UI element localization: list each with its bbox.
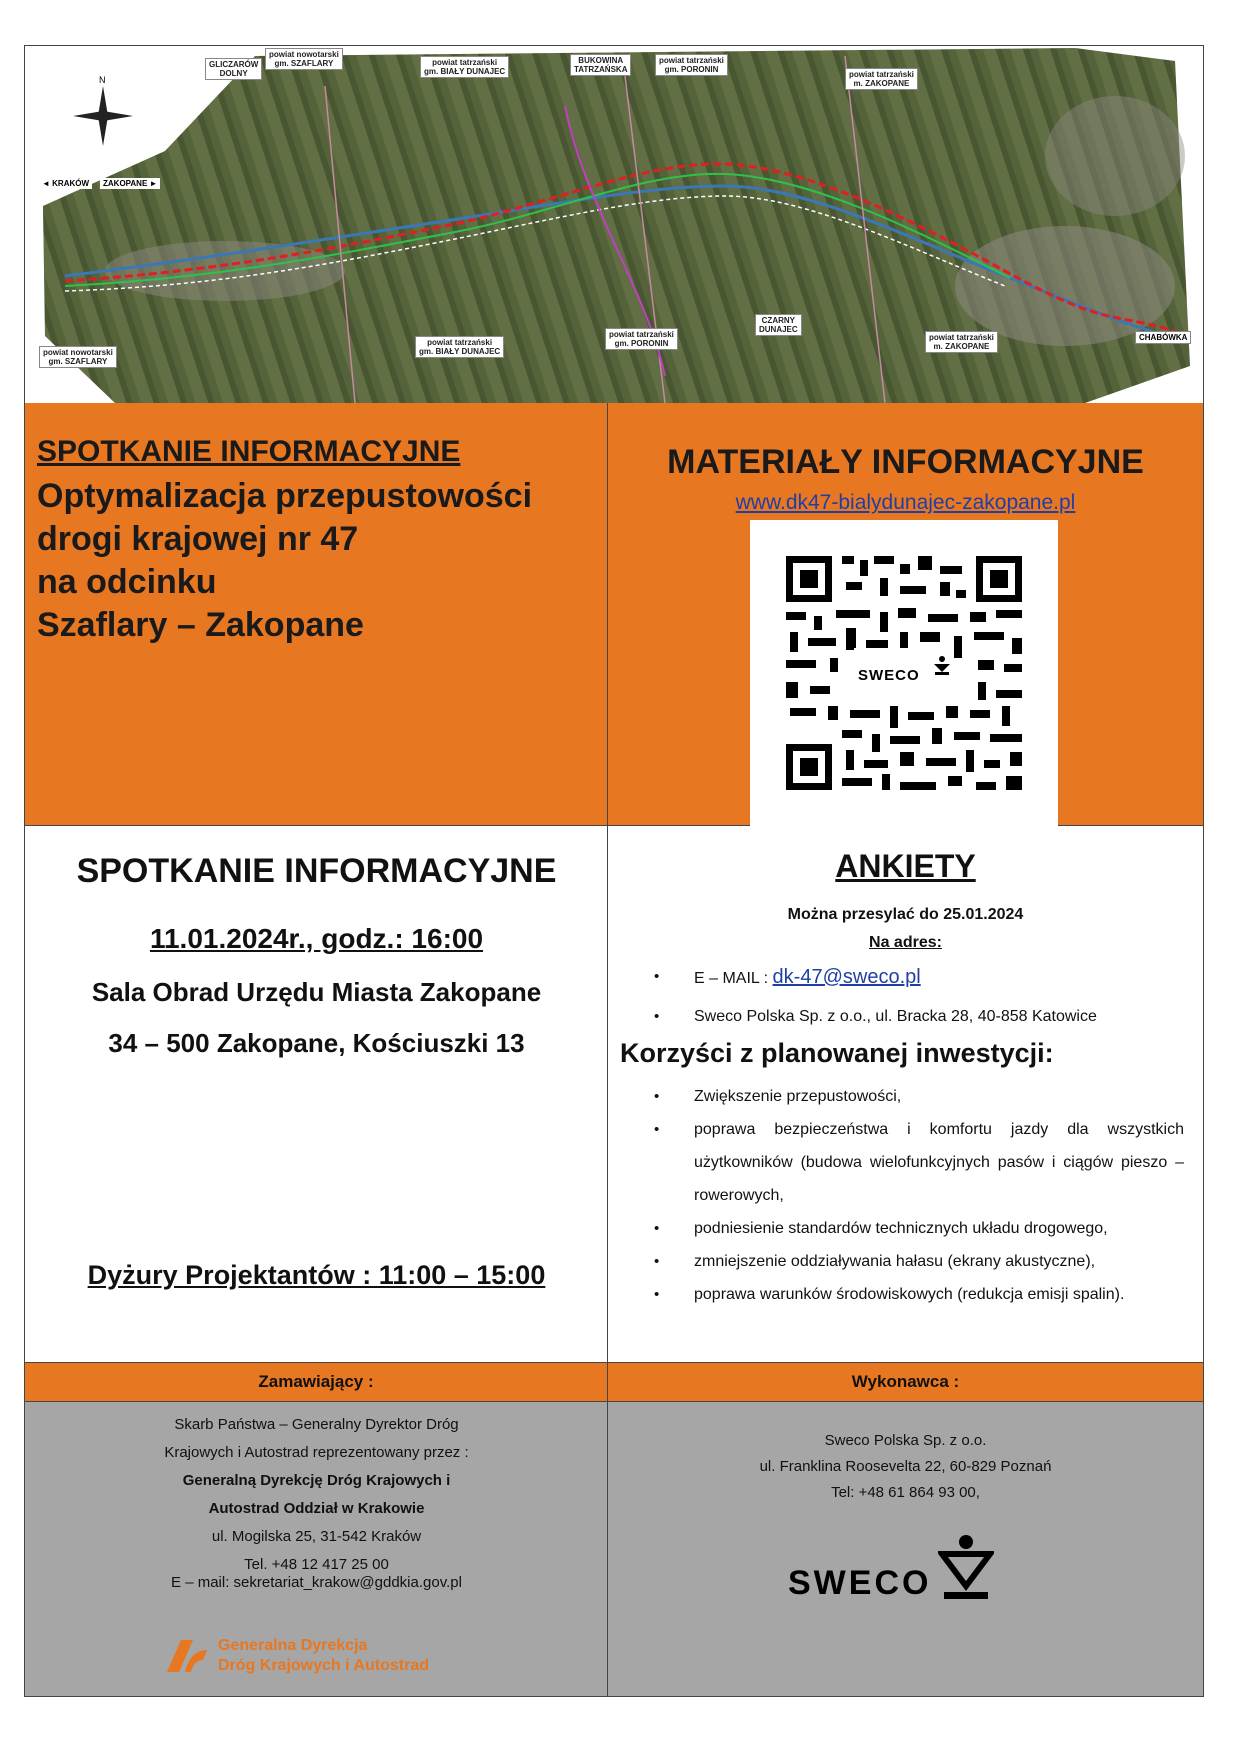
client-info [25, 1402, 608, 1696]
meeting-date: 11.01.2024r., godz.: 16:00 [149, 923, 484, 954]
map-label-czarny-dunajec: CZARNY DUNAJEC [755, 314, 802, 336]
list-item: • Sweco Polska Sp. z o.o., ul. Bracka 28, 40-858 Katowice [654, 998, 1184, 1036]
client-email: E – mail: sekretariat_krakow@gddkia.gov.pl [171, 1574, 462, 1591]
map-dir-krakow: ◄ KRAKÓW [39, 178, 92, 189]
sweco-logo-icon [938, 1534, 994, 1604]
surveys-heading: ANKIETY [835, 848, 976, 884]
client-line: Krajowych i Autostrad reprezentowany przez : [164, 1444, 469, 1461]
contractor-info [608, 1402, 1203, 1696]
surveys-benefits-panel [608, 826, 1203, 1363]
meeting-title-panel [25, 403, 608, 826]
meeting-address: 34 – 500 Zakopane, Kościuszki 13 [108, 1028, 525, 1058]
client-name-line: Autostrad Oddział w Krakowie [208, 1500, 425, 1517]
surveys-contact-list [654, 958, 1184, 1036]
sweco-logo [788, 1534, 1018, 1604]
meeting-details-panel [25, 826, 608, 1363]
qr-code[interactable] [750, 520, 1058, 826]
client-phone: Tel. +48 12 417 25 00 [244, 1556, 389, 1573]
list-item: • podniesienie standardów technicznych układu drogowego, [654, 1212, 1184, 1245]
project-title-line: drogi krajowej nr 47 [37, 520, 359, 558]
contractor-address: ul. Franklina Roosevelta 22, 60-829 Poznań [759, 1458, 1052, 1475]
surveys-deadline: Można przesylać do 25.01.2024 [787, 906, 1024, 923]
materials-panel [608, 403, 1203, 826]
project-title [37, 475, 597, 647]
contractor-name: Sweco Polska Sp. z o.o. [824, 1432, 987, 1449]
email-label: E – MAIL : [694, 970, 773, 987]
poster-frame [24, 45, 1204, 1697]
map-label-poronin-bottom: powiat tatrzański gm. PORONIN [605, 328, 678, 350]
benefits-heading: Korzyści z planowanej inwestycji: [620, 1038, 1054, 1068]
svg-text:N: N [99, 75, 106, 85]
benefits-list [654, 1080, 1184, 1311]
details-heading: SPOTKANIE INFORMACYJNE [76, 852, 557, 890]
designers-duty-hours: Dyżury Projektantów : 11:00 – 15:00 [87, 1260, 546, 1290]
sweco-logo-text: SWECO [788, 1564, 932, 1602]
map-label-bialy-dunajec-top: powiat tatrzański gm. BIAŁY DUNAJEC [420, 56, 509, 78]
materials-heading: MATERIAŁY INFORMACYJNE [667, 443, 1144, 481]
client-name-line: Generalną Dyrekcję Dróg Krajowych i [182, 1472, 451, 1489]
qr-sweco-logo-text: SWECO [858, 667, 920, 684]
map-label-gliczarow: GLICZARÓW DOLNY [205, 58, 262, 80]
gddkia-logo-line: Generalna Dyrekcja [218, 1637, 368, 1654]
client-line: Skarb Państwa – Generalny Dyrektor Dróg [174, 1416, 459, 1433]
route-map [25, 46, 1203, 404]
map-dir-zakopane: ZAKOPANE ► [100, 178, 160, 189]
contractor-phone: Tel: +48 61 864 93 00, [831, 1484, 980, 1501]
map-label-poronin-top: powiat tatrzański gm. PORONIN [655, 54, 728, 76]
list-item: • poprawa bezpieczeństwa i komfortu jazdy dla wszystkich użytkowników (budowa wielofunkcyjnych pasów i ciągów pieszo – rowerowych, [654, 1113, 1184, 1212]
map-label-nowotarski-bottom: powiat nowotarski gm. SZAFLARY [39, 346, 117, 368]
gddkia-logo-icon [163, 1632, 211, 1676]
map-label-bukowina: BUKOWINA TATRZAŃSKA [570, 54, 631, 76]
materials-website-link[interactable]: www.dk47-bialydunajec-zakopane.pl [735, 491, 1076, 514]
surveys-address-label: Na adres: [869, 934, 942, 951]
project-title-line: Szaflary – Zakopane [37, 606, 364, 644]
project-title-line: na odcinku [37, 563, 217, 601]
list-item: • Zwiększenie przepustowości, [654, 1080, 1184, 1113]
map-label-bialy-dunajec-bottom: powiat tatrzański gm. BIAŁY DUNAJEC [415, 336, 504, 358]
map-label-zakopane-top: powiat tatrzański m. ZAKOPANE [845, 68, 918, 90]
gddkia-logo [163, 1632, 483, 1682]
map-label-nowotarski-top: powiat nowotarski gm. SZAFLARY [265, 48, 343, 70]
meeting-place: Sala Obrad Urzędu Miasta Zakopane [91, 977, 542, 1007]
client-address: ul. Mogilska 25, 31-542 Kraków [211, 1528, 422, 1545]
contractor-header: Wykonawca : [608, 1363, 1203, 1402]
meeting-heading: SPOTKANIE INFORMACYJNE [37, 435, 461, 468]
gddkia-logo-text [218, 1636, 429, 1676]
survey-email-link[interactable]: dk-47@sweco.pl [772, 966, 921, 988]
map-label-chabowka: CHABÓWKA [1135, 331, 1191, 344]
client-header: Zamawiający : [25, 1363, 608, 1402]
list-item: • zmniejszenie oddziaływania hałasu (ekrany akustyczne), [654, 1245, 1184, 1278]
qr-code-image [750, 520, 1058, 826]
project-title-line: Optymalizacja przepustowości [37, 477, 533, 515]
list-item: • poprawa warunków środowiskowych (redukcja emisji spalin). [654, 1278, 1184, 1311]
gddkia-logo-line: Dróg Krajowych i Autostrad [218, 1657, 429, 1674]
list-item [654, 958, 1184, 998]
map-label-zakopane-bottom: powiat tatrzański m. ZAKOPANE [925, 331, 998, 353]
